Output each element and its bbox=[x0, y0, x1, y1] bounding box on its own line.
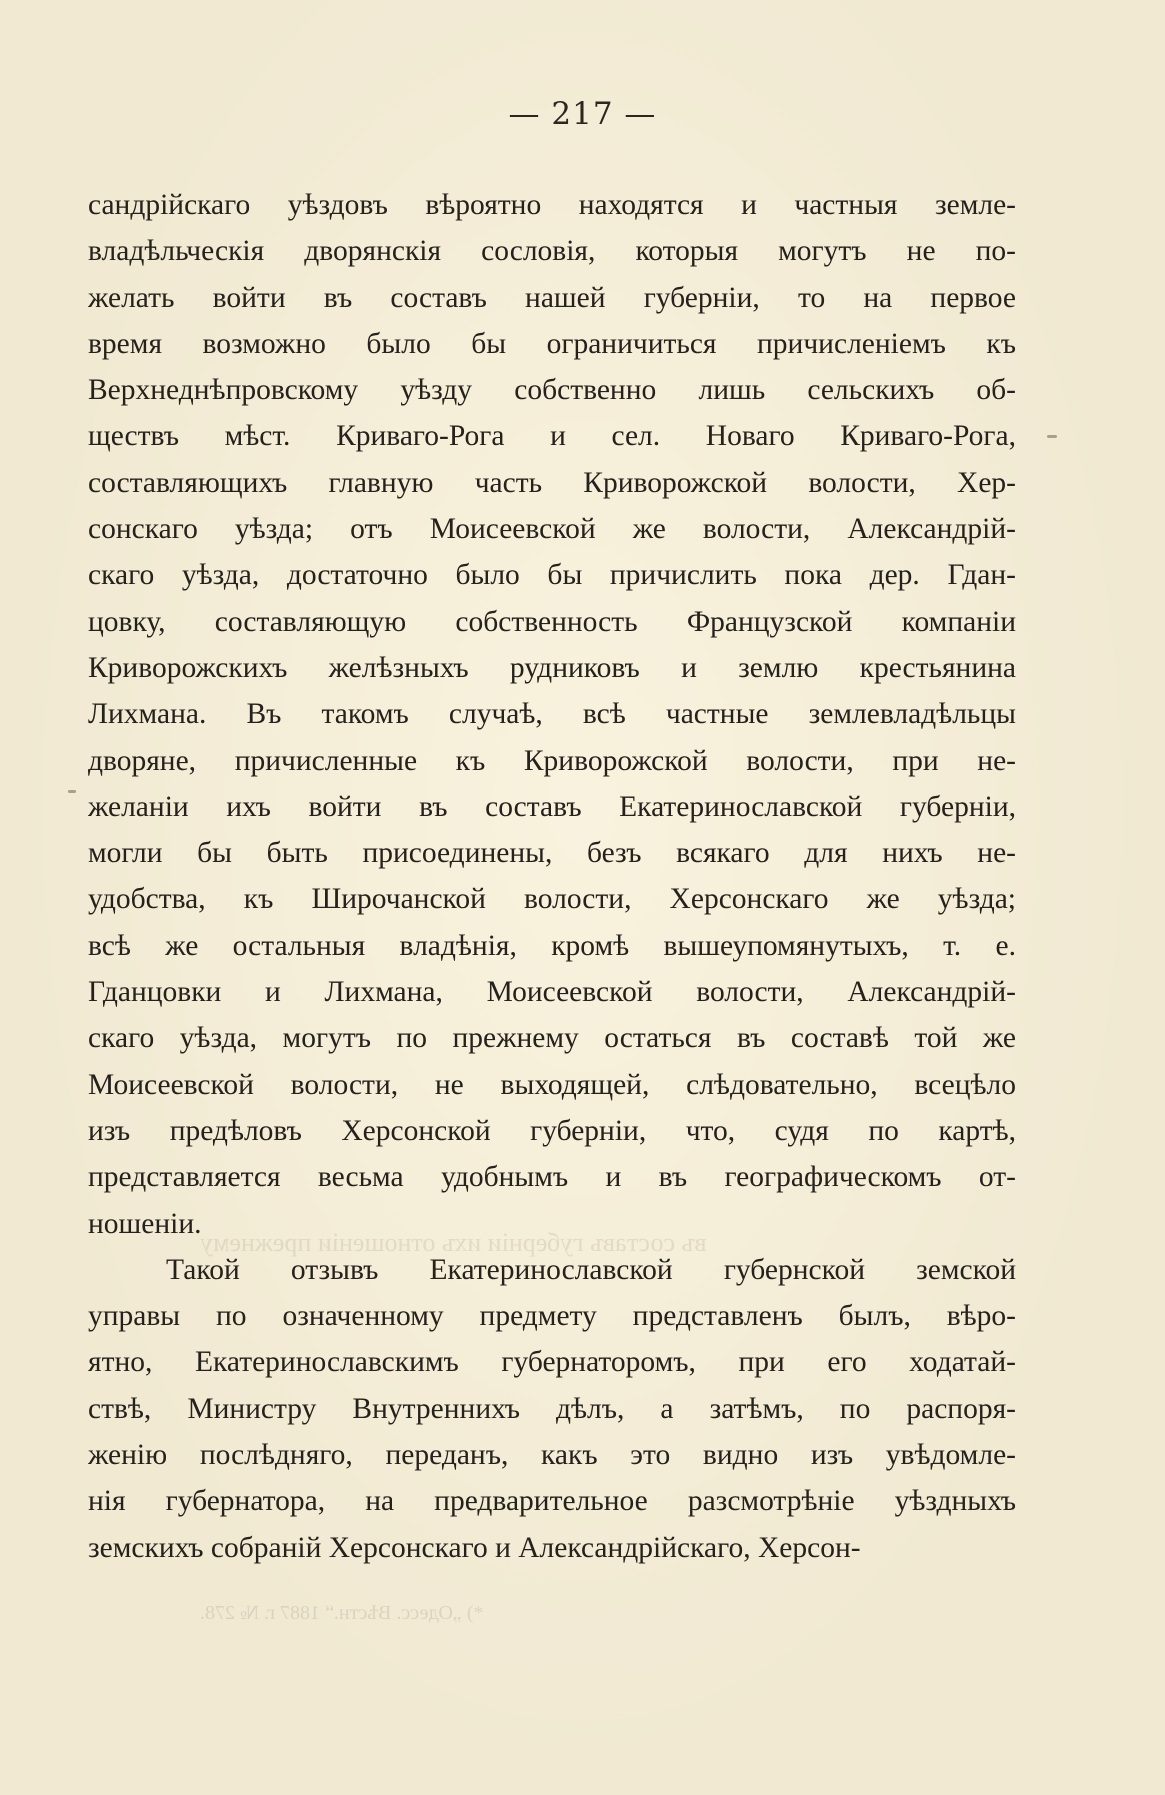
text-line: всѣ же остальныя владѣнія, кромѣ вышеупомянутыхъ, т. е. bbox=[88, 929, 1016, 962]
text-line: владѣльческія дворянскія сословія, которыя могутъ не по- bbox=[88, 235, 1016, 268]
bleed-through-text: въ составъ губерніи ихъ отношеніи прежнему bbox=[200, 1228, 707, 1257]
text-line: женію послѣдняго, переданъ, какъ это видно изъ увѣдомле- bbox=[88, 1439, 1016, 1472]
paragraph-2 bbox=[88, 1247, 1016, 1571]
text-line: цовку, составляющую собственность Французской компаніи bbox=[88, 605, 1016, 638]
text-line: представляется весьма удобнымъ и въ географическомъ от- bbox=[88, 1161, 1016, 1194]
body-text bbox=[88, 182, 1016, 1571]
text-line: время возможно было бы ограничиться причисленіемъ къ bbox=[88, 327, 1016, 360]
text-line: ношеніи. bbox=[88, 1207, 202, 1240]
text-line: нія губернатора, на предварительное разсмотрѣніе уѣздныхъ bbox=[88, 1485, 1016, 1518]
text-line: ятно, Екатеринославскимъ губернаторомъ, при его ходатай- bbox=[88, 1346, 1016, 1379]
text-line: Такой отзывъ Екатеринославской губернской земской bbox=[166, 1253, 1016, 1286]
page-number: — 217 — bbox=[508, 96, 657, 132]
text-line: Моисеевской волости, не выходящей, слѣдовательно, всецѣло bbox=[88, 1068, 1016, 1101]
text-line: Лихмана. Въ такомъ случаѣ, всѣ частные землевладѣльцы bbox=[88, 698, 1016, 731]
text-line: Криворожскихъ желѣзныхъ рудниковъ и землю крестьянина bbox=[88, 651, 1016, 684]
text-line: скаго уѣзда, достаточно было бы причислить пока дер. Гдан- bbox=[88, 559, 1016, 592]
text-line: желаніи ихъ войти въ составъ Екатеринославской губерніи, bbox=[88, 790, 1016, 823]
text-line: сандрійскаго уѣздовъ вѣроятно находятся и частныя земле- bbox=[88, 189, 1016, 221]
text-line: ствѣ, Министру Внутреннихъ дѣлъ, а затѣмъ, по распоря- bbox=[88, 1392, 1016, 1425]
text-line: дворяне, причисленные къ Криворожской волости, при не- bbox=[88, 744, 1016, 777]
text-line: управы по означенному предмету представленъ былъ, вѣро- bbox=[88, 1300, 1016, 1333]
text-line: ществъ мѣст. Криваго-Рога и сел. Новаго Криваго-Рога, bbox=[88, 420, 1016, 453]
text-line: скаго уѣзда, могутъ по прежнему остаться въ составѣ той же bbox=[88, 1022, 1016, 1055]
text-line: удобства, къ Широчанской волости, Херсонскаго же уѣзда; bbox=[88, 883, 1016, 916]
text-line: изъ предѣловъ Херсонской губерніи, что, судя по картѣ, bbox=[88, 1114, 1016, 1147]
text-line: желать войти въ составъ нашей губерніи, то на первое bbox=[88, 281, 1016, 314]
paragraph-1 bbox=[88, 182, 1016, 1247]
text-line: сонскаго уѣзда; отъ Моисеевской же волости, Александрій- bbox=[88, 513, 1016, 546]
text-line: Верхнеднѣпровскому уѣзду собственно лишь сельскихъ об- bbox=[88, 374, 1016, 407]
text-line: могли бы быть присоединены, безъ всякаго для нихъ не- bbox=[88, 837, 1016, 870]
text-line: земскихъ собраній Херсонскаго и Александрійскаго, Херсон- bbox=[88, 1531, 861, 1564]
ink-smudge bbox=[68, 790, 76, 793]
text-line: составляющихъ главную часть Криворожской волости, Хер- bbox=[88, 466, 1016, 499]
text-line: Гданцовки и Лихмана, Моисеевской волости, Александрій- bbox=[88, 976, 1016, 1009]
bleed-through-footnote: *) „Одесс. Вѣстн.“ 1887 г. № 278. bbox=[200, 1602, 484, 1624]
ink-smudge bbox=[1047, 435, 1057, 438]
